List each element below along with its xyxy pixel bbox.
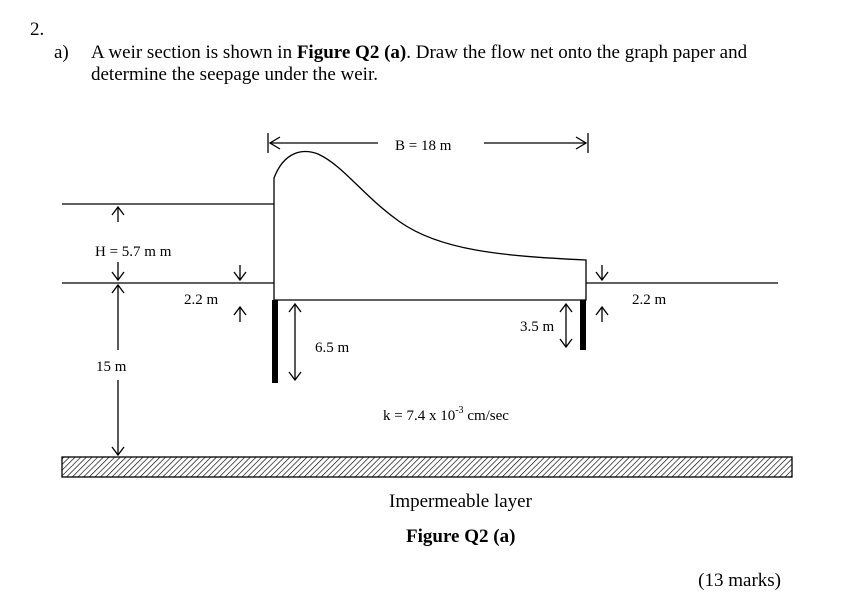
downstream-offset-dimension	[596, 265, 608, 322]
head-label: H = 5.7 m m	[95, 244, 172, 260]
downstream-sheet-pile	[580, 300, 586, 350]
part-label: a)	[54, 42, 69, 63]
figure-caption: Figure Q2 (a)	[406, 526, 516, 547]
downstream-pile-dimension	[560, 304, 572, 347]
upstream-offset-label: 2.2 m	[184, 292, 219, 308]
width-label: B = 18 m	[395, 138, 452, 154]
impermeable-layer-label: Impermeable layer	[389, 491, 532, 512]
weir-body	[274, 152, 586, 300]
upstream-pile-dimension	[289, 304, 301, 380]
question-text-suffix: . Draw the flow net onto the graph paper and determine the seepage under the weir.	[91, 42, 748, 85]
upstream-pile-label: 6.5 m	[315, 340, 350, 356]
permeability-exponent: -3	[455, 405, 464, 416]
figure-reference: Figure Q2 (a)	[296, 42, 407, 63]
depth-label: 15 m	[96, 359, 127, 375]
upstream-sheet-pile	[272, 300, 278, 383]
downstream-offset-label: 2.2 m	[632, 292, 667, 308]
question-text-prefix: A weir section is shown in	[91, 42, 297, 63]
permeability-suffix: cm/sec	[463, 408, 509, 424]
upstream-offset-dimension	[234, 265, 246, 322]
impermeable-layer	[62, 457, 792, 477]
marks: (13 marks)	[698, 570, 781, 591]
downstream-pile-label: 3.5 m	[520, 319, 555, 335]
question-number: 2.	[30, 19, 45, 40]
permeability-prefix: k = 7.4 x 10	[383, 408, 456, 424]
permeability-label	[383, 405, 509, 424]
